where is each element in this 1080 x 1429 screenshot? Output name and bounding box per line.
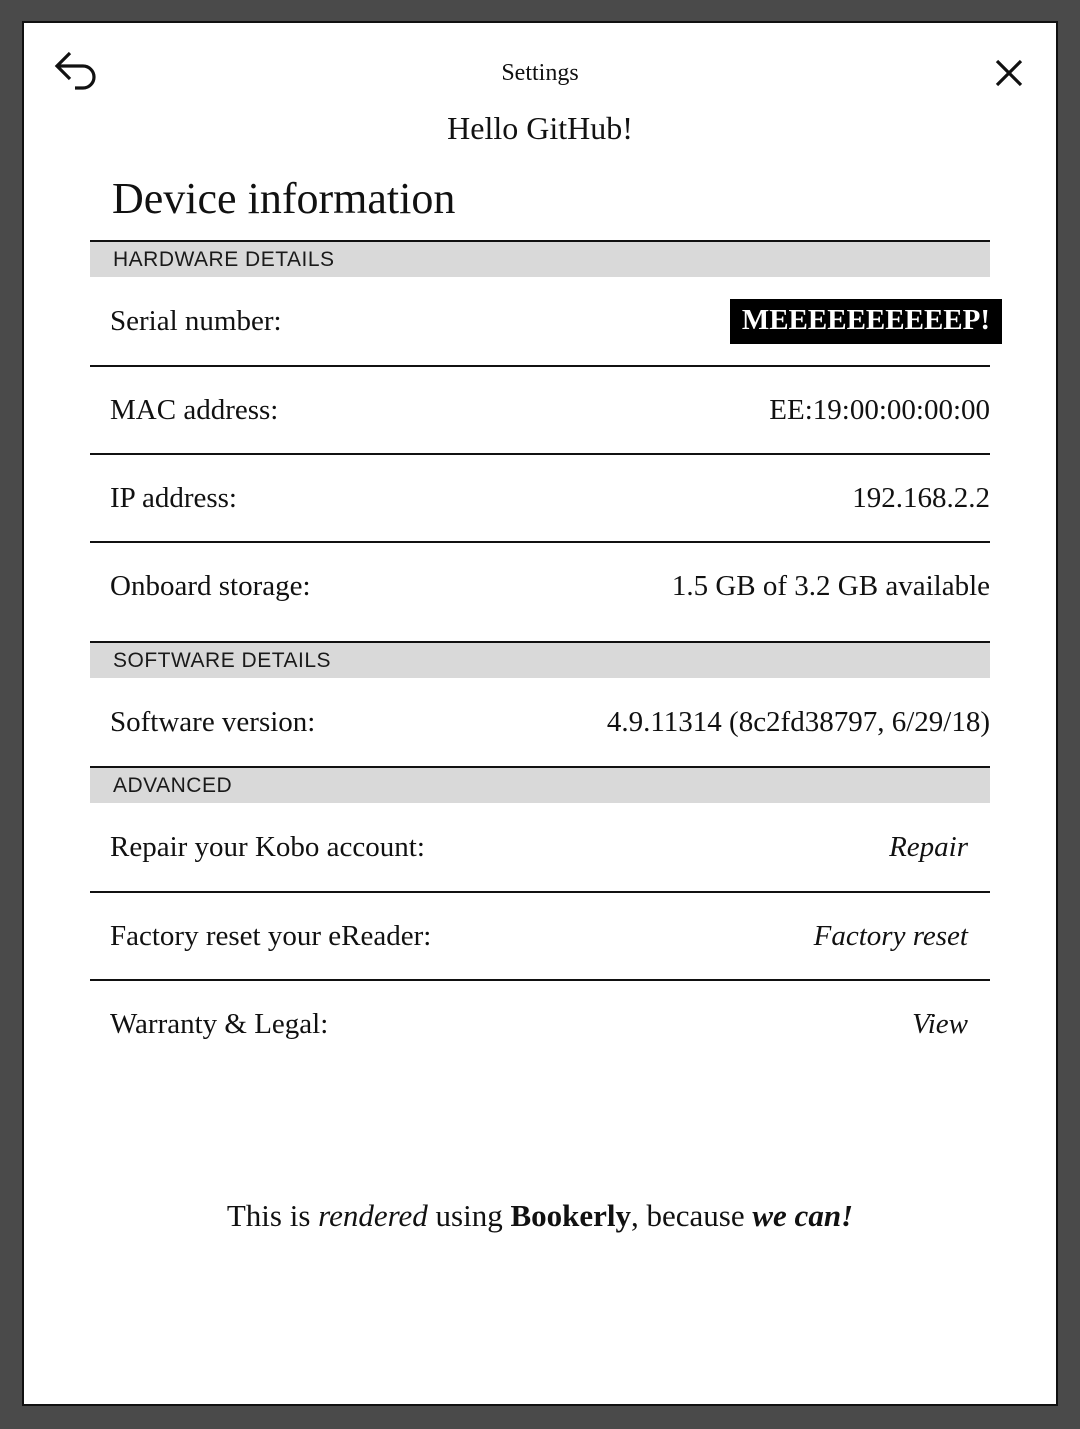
row-value: MEEEEEEEEEEP! [730, 299, 1002, 344]
device-information-heading: Device information [112, 174, 456, 223]
row-action-button[interactable]: Factory reset [814, 920, 990, 953]
settings-row [90, 277, 990, 365]
footer-text-part: using [427, 1198, 511, 1233]
footer-note [24, 1197, 1056, 1235]
row-value: 4.9.11314 (8c2fd38797, 6/29/18) [606, 705, 990, 738]
settings-section [90, 641, 990, 766]
settings-row [90, 803, 990, 891]
row-label: Warranty & Legal: [110, 1007, 329, 1040]
row-value: 192.168.2.2 [852, 481, 990, 514]
section-header: ADVANCED [90, 766, 990, 803]
back-arrow-icon [53, 50, 97, 91]
page-subtitle: Hello GitHub! [447, 110, 633, 146]
row-label: Factory reset your eReader: [110, 919, 432, 952]
settings-section [90, 240, 990, 629]
row-label: Onboard storage: [110, 569, 311, 602]
close-button[interactable] [995, 59, 1023, 87]
settings-row [90, 678, 990, 766]
row-label: Serial number: [110, 304, 282, 337]
footer-text-part: This is [226, 1198, 319, 1233]
settings-row [90, 453, 990, 541]
row-action-button[interactable]: Repair [889, 831, 990, 864]
section-header: SOFTWARE DETAILS [90, 641, 990, 678]
settings-row [90, 979, 990, 1067]
footer-text-part: , because [631, 1198, 753, 1233]
footer-text-part: we can! [752, 1198, 854, 1233]
row-value: 1.5 GB of 3.2 GB available [671, 569, 990, 602]
settings-section [90, 766, 990, 1067]
footer-text-part: rendered [318, 1198, 428, 1233]
row-value: EE:19:00:00:00:00 [769, 393, 990, 426]
row-action-button[interactable]: View [912, 1008, 990, 1041]
section-header: HARDWARE DETAILS [90, 240, 990, 277]
back-button[interactable] [53, 50, 97, 91]
row-label: IP address: [110, 481, 237, 514]
row-label: Software version: [110, 705, 316, 738]
close-x-icon [995, 59, 1023, 87]
settings-row [90, 891, 990, 979]
footer-text-part: Bookerly [510, 1198, 632, 1233]
row-label: MAC address: [110, 393, 279, 426]
settings-panel [22, 21, 1058, 1406]
settings-sections [90, 240, 990, 1067]
settings-row [90, 365, 990, 453]
row-label: Repair your Kobo account: [110, 830, 425, 863]
settings-row [90, 541, 990, 629]
page-title: Settings [501, 60, 579, 86]
